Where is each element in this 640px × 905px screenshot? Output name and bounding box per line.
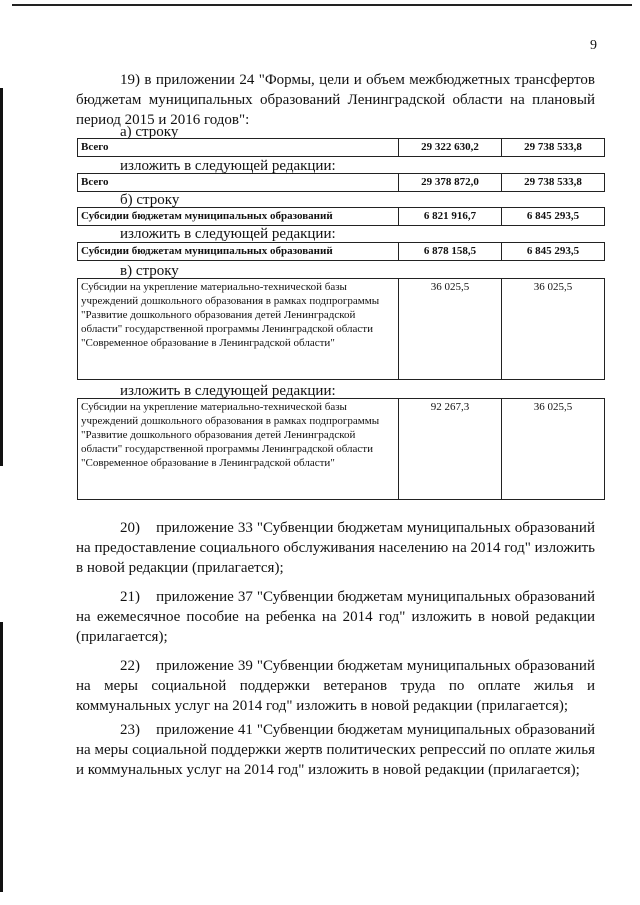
item-number: 23) <box>120 722 140 738</box>
item-text: приложение 39 "Субвенции бюджетам муниципальных образований на меры социальной поддержки ветеранов труда по оплате жилья и коммунальных услуг на 2014 год" изложить в новой редакции (прилагается); <box>76 658 595 714</box>
row-name: Субсидии бюджетам муниципальных образований <box>78 208 399 226</box>
value-2016: 29 738 533,8 <box>502 174 605 192</box>
value-2015: 36 025,5 <box>399 279 502 380</box>
row-name: Субсидии бюджетам муниципальных образований <box>78 243 399 261</box>
table-row-a-old <box>77 138 605 157</box>
item-22-paragraph <box>76 656 595 716</box>
value-2015: 6 878 158,5 <box>399 243 502 261</box>
label-replace-v: изложить в следующей редакции: <box>120 383 336 399</box>
page-number: 9 <box>590 38 597 53</box>
row-name: Субсидии на укрепление материально-технической базы учреждений дошкольного образования в рамках подпрограммы "Развитие дошкольного образования детей Ленинградской области" государственной программы Ленинградской области "Современное образование в Ленинградской области" <box>78 279 399 380</box>
table-row-a-new <box>77 173 605 192</box>
row-name: Всего <box>78 139 399 157</box>
scan-left-margin-mark <box>0 622 3 892</box>
item-number: 22) <box>120 658 140 674</box>
item-text: приложение 33 "Субвенции бюджетам муниципальных образований на предоставление социального обслуживания населению на 2014 год" изложить в новой редакции (прилагается); <box>76 520 595 576</box>
value-2015: 92 267,3 <box>399 399 502 500</box>
item-number: 20) <box>120 520 140 536</box>
label-replace-b: изложить в следующей редакции: <box>120 226 336 242</box>
label-a-row: а) строку <box>120 124 179 140</box>
item-number: 21) <box>120 589 140 605</box>
item-20-paragraph <box>76 518 595 578</box>
item-text: приложение 37 "Субвенции бюджетам муниципальных образований на ежемесячное пособие на ребенка на 2014 год" изложить в новой редакции (прилагается); <box>76 589 595 645</box>
scan-left-margin-mark <box>0 88 3 466</box>
value-2016: 36 025,5 <box>502 399 605 500</box>
value-2015: 6 821 916,7 <box>399 208 502 226</box>
value-2016: 6 845 293,5 <box>502 208 605 226</box>
item-23-paragraph <box>76 720 595 780</box>
item-21-paragraph <box>76 587 595 647</box>
item-19-text: 19) в приложении 24 "Формы, цели и объем межбюджетных трансфертов бюджетам муниципальных образований Ленинградской области на плановый период 2015 и 2016 годов": <box>76 72 595 128</box>
label-b-row: б) строку <box>120 192 180 208</box>
item-text: приложение 41 "Субвенции бюджетам муниципальных образований на меры социальной поддержки жертв политических репрессий по оплате жилья и коммунальных услуг на 2014 год" изложить в новой редакции (прилагается); <box>76 722 595 778</box>
table-row-v-new <box>77 398 605 500</box>
label-replace-a: изложить в следующей редакции: <box>120 158 336 174</box>
table-row-v-old <box>77 278 605 380</box>
row-name: Субсидии на укрепление материально-технической базы учреждений дошкольного образования в рамках подпрограммы "Развитие дошкольного образования детей Ленинградской области" государственной программы Ленинградской области "Современное образование в Ленинградской области" <box>78 399 399 500</box>
value-2015: 29 378 872,0 <box>399 174 502 192</box>
value-2016: 29 738 533,8 <box>502 139 605 157</box>
value-2016: 6 845 293,5 <box>502 243 605 261</box>
label-v-row: в) строку <box>120 263 179 279</box>
table-row-b-new <box>77 242 605 261</box>
value-2015: 29 322 630,2 <box>399 139 502 157</box>
row-name: Всего <box>78 174 399 192</box>
table-row-b-old <box>77 207 605 226</box>
scan-top-border <box>12 4 632 6</box>
value-2016: 36 025,5 <box>502 279 605 380</box>
